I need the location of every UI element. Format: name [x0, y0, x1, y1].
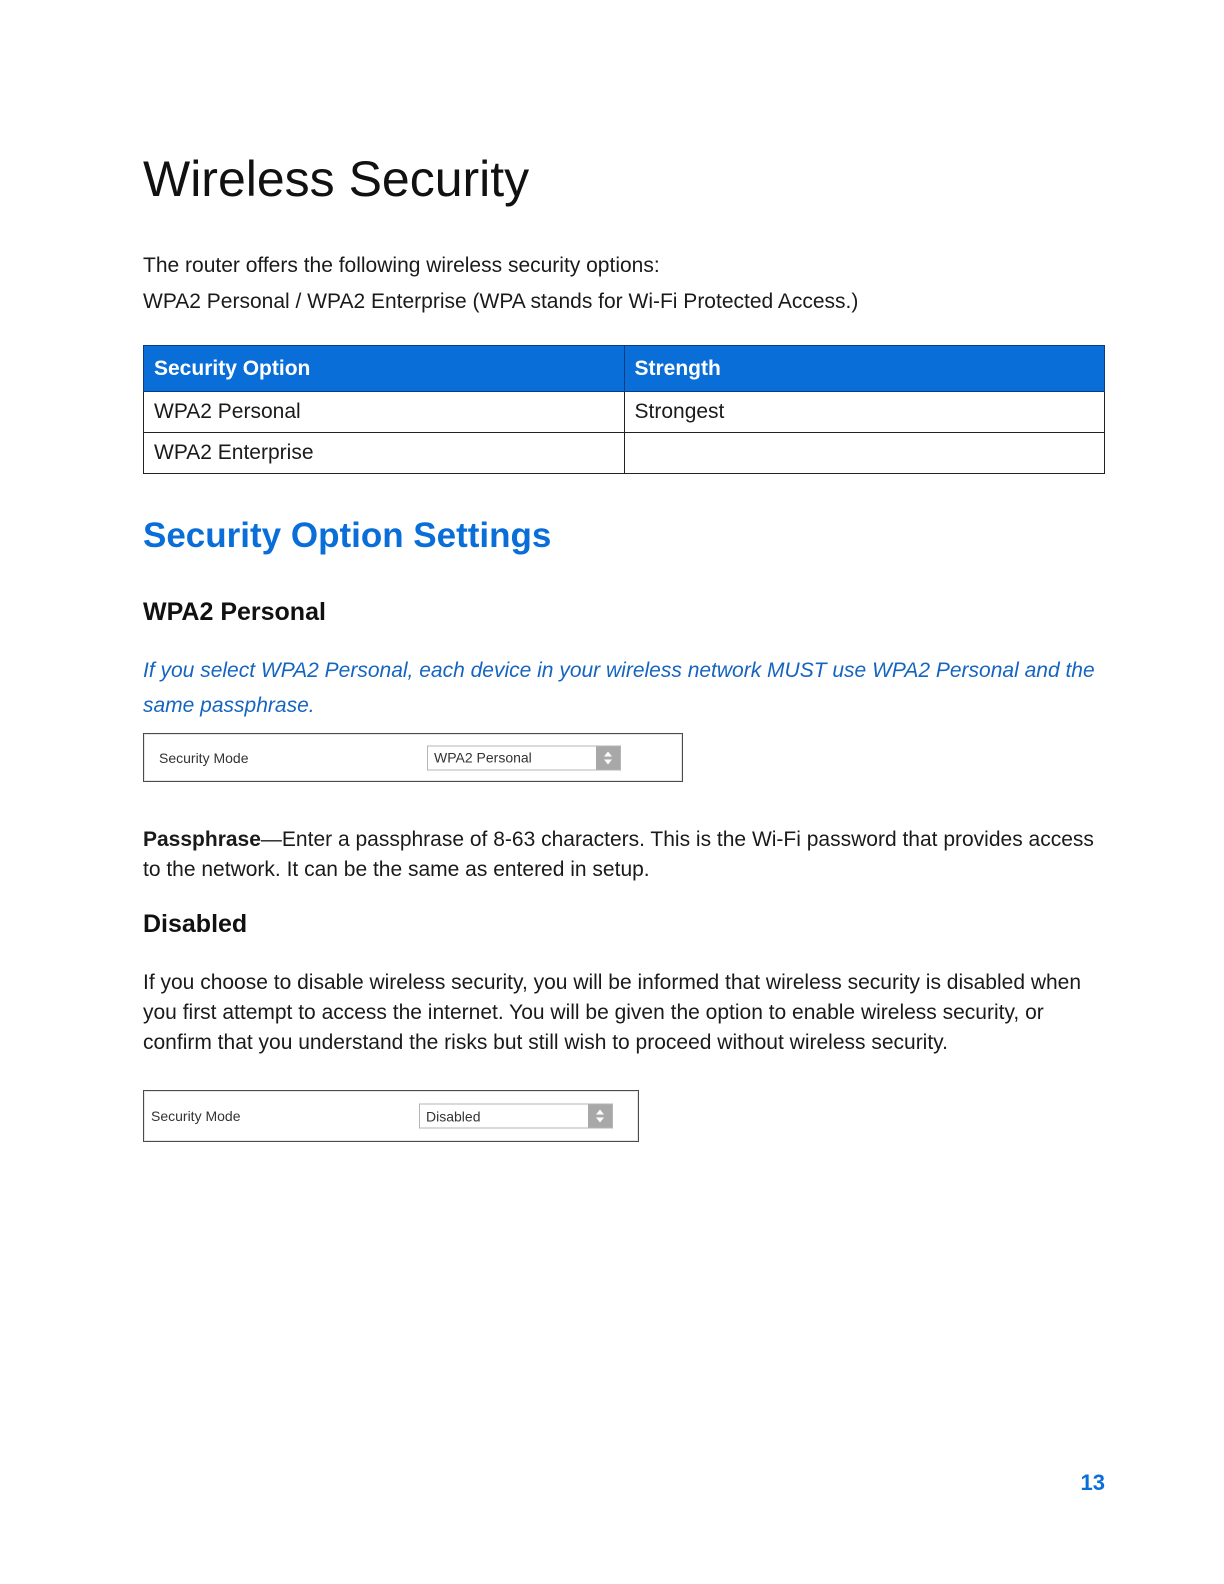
- security-mode-select[interactable]: [419, 1104, 613, 1129]
- page-title: Wireless Security: [143, 151, 530, 207]
- table-header-security-option: Security Option: [144, 346, 625, 392]
- passphrase-term: Passphrase: [143, 828, 261, 851]
- select-arrows-icon: [596, 746, 620, 769]
- subheading-disabled: Disabled: [143, 910, 248, 938]
- table-header-row: [144, 346, 1105, 392]
- table-cell-option: WPA2 Enterprise: [144, 433, 625, 474]
- page-number: 13: [1080, 1470, 1105, 1495]
- security-mode-select-value: WPA2 Personal: [434, 749, 532, 766]
- security-mode-select-value: Disabled: [426, 1108, 481, 1124]
- security-options-table: [143, 345, 1105, 474]
- wpa2-note: If you select WPA2 Personal, each device in your wireless network MUST use WPA2 Personal and the same passphrase.: [143, 659, 1095, 717]
- security-mode-select[interactable]: [427, 745, 621, 770]
- intro-text: [143, 248, 858, 320]
- disabled-description: If you choose to disable wireless security, you will be informed that wireless security is disabled when you first attempt to access the internet. You will be given the option to enable wireless security, or confirm that you understand the risks but still wish to proceed without wireless security.: [143, 971, 1082, 1054]
- table-cell-strength: [624, 433, 1105, 474]
- table-row: [144, 392, 1105, 433]
- table-cell-option: WPA2 Personal: [144, 392, 625, 433]
- subheading-wpa2-personal: WPA2 Personal: [143, 598, 326, 626]
- table-header-strength: Strength: [624, 346, 1105, 392]
- security-mode-screenshot-disabled: [143, 1090, 639, 1142]
- security-mode-label: Security Mode: [159, 749, 249, 766]
- section-heading-security-option-settings: Security Option Settings: [143, 516, 552, 555]
- table-cell-strength: Strongest: [624, 392, 1105, 433]
- security-mode-screenshot-wpa2: [143, 733, 683, 782]
- passphrase-text: —Enter a passphrase of 8-63 characters. This is the Wi-Fi password that provides access to the network. It can be the same as entered in setup.: [143, 828, 1094, 881]
- table-row: [144, 433, 1105, 474]
- passphrase-description: [143, 825, 1105, 885]
- select-arrows-icon: [588, 1105, 612, 1128]
- intro-line-1: The router offers the following wireless security options:: [143, 254, 660, 277]
- security-mode-label: Security Mode: [151, 1108, 241, 1124]
- intro-line-2: WPA2 Personal / WPA2 Enterprise (WPA stands for Wi-Fi Protected Access.): [143, 290, 859, 313]
